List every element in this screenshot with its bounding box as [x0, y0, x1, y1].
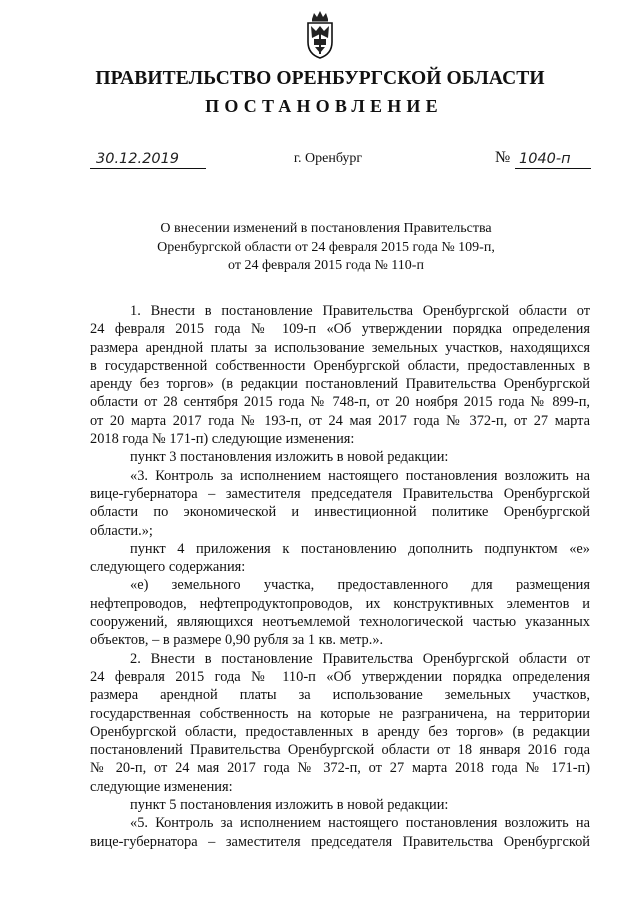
body-line: пункт 4 приложения к постановлению дополнить подпунктом «е» — [130, 540, 590, 557]
coat-of-arms-icon — [300, 10, 340, 60]
subject-line: от 24 февраля 2015 года № 110-п — [228, 258, 424, 273]
body-line: государственная собственность на которые не разграничена, на территории — [90, 705, 590, 722]
government-title: ПРАВИТЕЛЬСТВО ОРЕНБУРГСКОЙ ОБЛАСТИ — [95, 68, 545, 89]
body-line: пункт 5 постановления изложить в новой редакции: — [130, 797, 449, 814]
decree-subject — [0, 220, 640, 276]
body-line: 2018 года № 171-п) следующие изменения: — [90, 431, 355, 448]
body-line: 24 февраля 2015 года № 109-п «Об утверждении порядка определения — [90, 321, 590, 338]
body-line: от 20 марта 2017 года № 193-п, от 24 мая 2017 года № 372-п, от 27 марта — [90, 412, 590, 429]
body-line: 2. Внести в постановление Правительства Оренбургской области от — [130, 650, 590, 667]
body-line: «е) земельного участка, предоставленного для размещения — [130, 577, 590, 594]
body-line: постановлений Правительства Оренбургской области от 18 января 2016 года — [90, 742, 590, 759]
body-line: № 20-п, от 24 мая 2017 года № 372-п, от 27 марта 2018 года № 171-п) — [90, 760, 590, 777]
body-line: вице-губернатора – заместителя председателя Правительства Оренбургской — [90, 485, 590, 502]
body-line: следующего содержания: — [90, 559, 246, 576]
body-line: размера арендной платы за использование земельных участков, находящихся — [90, 339, 590, 356]
decree-city: г. Оренбург — [293, 151, 363, 166]
body-line: в государственной собственности Оренбургской области, предоставленных в — [90, 357, 590, 374]
body-line: области от 28 сентября 2015 года № 748-п, от 20 ноября 2015 года № 899-п, — [90, 394, 590, 411]
body-line: размера арендной платы за использование земельных участков, — [90, 687, 590, 704]
body-line: «3. Контроль за исполнением настоящего постановления возложить на — [130, 467, 590, 484]
body-line: 1. Внести в постановление Правительства Оренбургской области от — [130, 303, 590, 319]
body-line: нефтепроводов, нефтепродуктопроводов, их конструктивных элементов и — [90, 595, 590, 612]
decree-number: 1040-п — [515, 150, 591, 169]
body-line: области по экономической и инвестиционной политике Оренбургской — [90, 504, 590, 521]
document-type-title: ПОСТАНОВЛЕНИЕ — [205, 96, 443, 116]
body-line: сооружений, являющихся неотъемлемой технологической частью указанных — [90, 614, 590, 631]
body-line: 24 февраля 2015 года № 110-п «Об утверждении порядка определения — [90, 668, 590, 685]
subject-line: О внесении изменений в постановления Правительства — [160, 221, 492, 236]
body-line: пункт 3 постановления изложить в новой редакции: — [130, 449, 449, 466]
body-line: области.»; — [90, 522, 153, 539]
number-sign: № — [495, 149, 511, 166]
body-line: вице-губернатора – заместителя председателя Правительства Оренбургской — [90, 833, 590, 850]
subject-line: Оренбургской области от 24 февраля 2015 года № 109-п, — [157, 239, 495, 255]
decree-body — [90, 302, 590, 851]
body-line: следующие изменения: — [90, 778, 233, 795]
body-line: объектов, – в размере 0,90 рубля за 1 кв. метр.». — [90, 632, 384, 649]
body-line: Оренбургской области, предоставленных в аренду без торгов» (в редакции — [90, 723, 590, 740]
decree-date: 30.12.2019 — [90, 150, 206, 169]
body-line: «5. Контроль за исполнением настоящего постановления возложить на — [130, 815, 590, 832]
body-line: аренду без торгов» (в редакции постановлений Правительства Оренбургской — [90, 376, 590, 393]
